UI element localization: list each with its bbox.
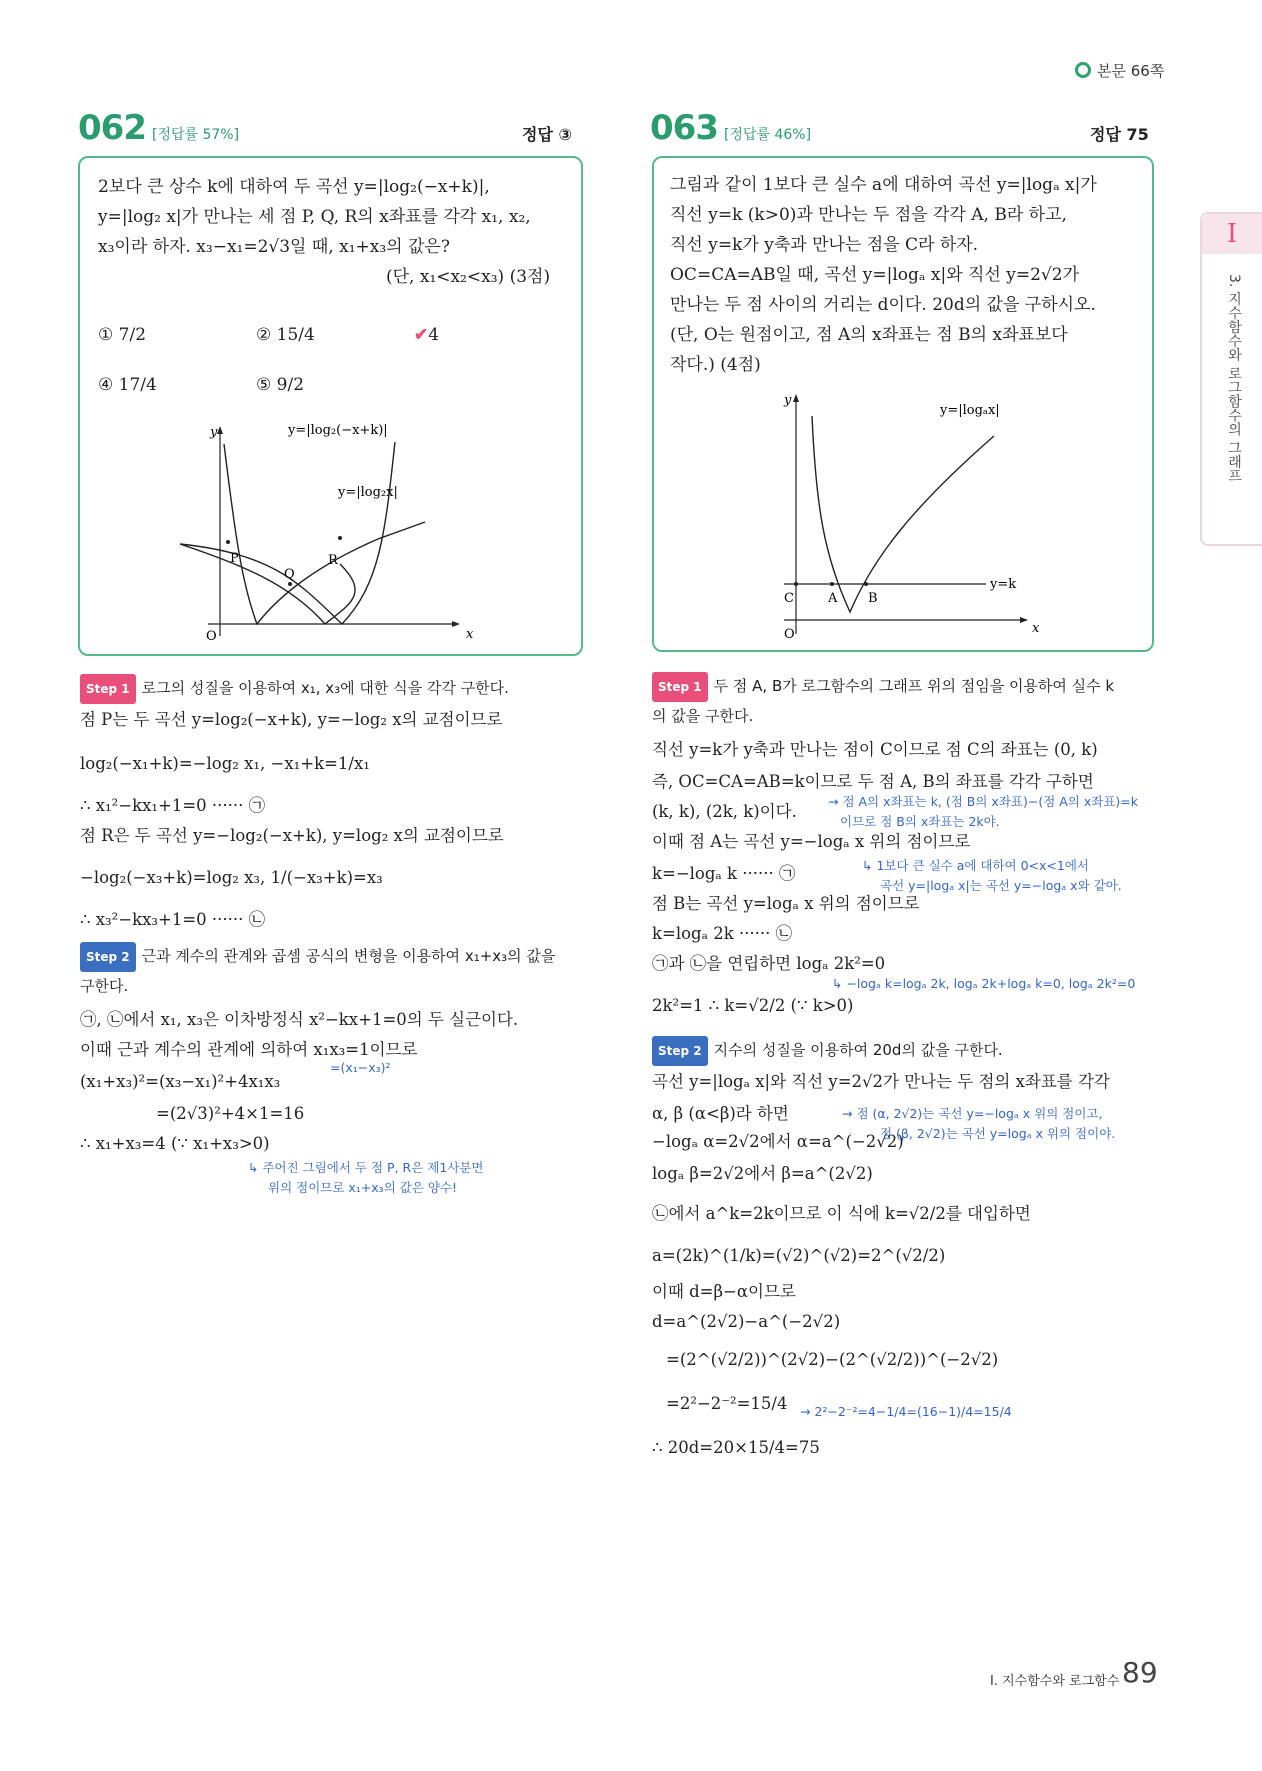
circle-icon: [1075, 62, 1091, 78]
note-positive-1: ↳ 주어진 그림에서 두 점 P, R은 제1사분면: [248, 1160, 484, 1175]
point-b: [864, 582, 868, 586]
curve2-label: y=|log₂x|: [338, 485, 398, 500]
sol-063-line16: 이때 d=β−α이므로: [652, 1282, 796, 1301]
sol-063-line5: k=−logₐ k ······ ㉠: [652, 864, 796, 883]
page-number: 89: [1122, 1656, 1158, 1689]
problem-number: 062: [78, 108, 146, 148]
step1-063-cont: 의 값을 구한다.: [652, 707, 754, 725]
b-label: B: [868, 591, 878, 606]
note-a-curve-2: 곡선 y=|logₐ x|는 곡선 y=−logₐ x와 같아.: [880, 878, 1122, 893]
a-label: A: [828, 591, 838, 606]
y-label: y: [210, 425, 218, 440]
answer-label: 정답 ③: [522, 125, 573, 144]
sol-063-line9: 2k²=1 ∴ k=√2/2 (∵ k>0): [652, 996, 854, 1015]
note-combine: ↳ −logₐ k=logₐ 2k, logₐ 2k+logₐ k=0, logₐ 2k²=0: [832, 976, 1136, 991]
problem-062-box: [78, 156, 583, 656]
note-beta: 점 (β, 2√2)는 곡선 y=logₐ x 위의 점이야.: [880, 1126, 1116, 1141]
sol-063-line15: a=(2k)^(1/k)=(√2)^(√2)=2^(√2/2): [652, 1246, 946, 1265]
sol-062-line4: 점 R은 두 곡선 y=−log₂(−x+k), y=log₂ x의 교점이므로: [80, 826, 504, 845]
correct-rate: [정답률 57%]: [151, 127, 240, 143]
step2-062-cont: 구한다.: [80, 977, 129, 995]
x-axis-arrow: [1020, 617, 1028, 623]
problem-063-header: [650, 108, 811, 148]
x-label: x: [1032, 621, 1040, 636]
choice-1: ① 7/2: [98, 325, 147, 345]
sol-063-line11: α, β (α<β)라 하면: [652, 1104, 789, 1123]
sol-063-line18: =(2^(√2/2))^(2√2)−(2^(√2/2))^(−2√2): [666, 1350, 999, 1369]
chapter-side-tab[interactable]: [1200, 212, 1262, 546]
problem-062-header: [78, 108, 239, 148]
problem-text-2: y=|log₂ x|가 만나는 세 점 P, Q, R의 x좌표를 각각 x₁, x₂,: [98, 207, 531, 227]
curve-log2x: [224, 444, 425, 624]
problem-063-box: [652, 156, 1154, 652]
choice-3: ✔4: [414, 325, 440, 345]
problem-text-3: 직선 y=k가 y축과 만나는 점을 C라 하자.: [670, 235, 979, 255]
chapter-roman: I: [1202, 214, 1262, 254]
sol-063-line13: logₐ β=2√2에서 β=a^(2√2): [652, 1164, 873, 1183]
sol-062-line11: ∴ x₁+x₃=4 (∵ x₁+x₃>0): [80, 1134, 270, 1153]
check-icon: ✔: [414, 325, 429, 345]
sol-063-line7: k=logₐ 2k ······ ㉡: [652, 924, 793, 943]
problem-text-1: 그림과 같이 1보다 큰 실수 a에 대하여 곡선 y=|logₐ x|가: [670, 175, 1097, 195]
problem-text-6: (단, O는 원점이고, 점 A의 x좌표는 점 B의 x좌표보다: [670, 325, 1068, 345]
problem-text-2: 직선 y=k (k>0)과 만나는 두 점을 각각 A, B라 하고,: [670, 205, 1067, 225]
choice-5: ⑤ 9/2: [256, 375, 305, 395]
x-label: x: [466, 627, 474, 642]
sol-063-line12: −logₐ α=2√2에서 α=a^(−2√2): [652, 1132, 904, 1151]
point-q: [288, 582, 292, 586]
note-a-curve-1: ↳ 1보다 큰 실수 a에 대하여 0<x<1에서: [862, 858, 1090, 873]
sol-062-line2: log₂(−x₁+k)=−log₂ x₁, −x₁+k=1/x₁: [80, 754, 370, 773]
y-label: y: [784, 393, 792, 408]
x-axis-arrow: [452, 621, 460, 627]
note-positive-2: 위의 점이므로 x₁+x₃의 값은 양수!: [268, 1180, 458, 1195]
sol-063-line2: 즉, OC=CA=AB=k이므로 두 점 A, B의 좌표를 각각 구하면: [652, 772, 1094, 791]
q-label: Q: [284, 567, 295, 582]
sol-062-line8: 이때 근과 계수의 관계에 의하여 x₁x₃=1이므로: [80, 1040, 418, 1059]
sol-063-line10: 곡선 y=|logₐ x|와 직선 y=2√2가 만나는 두 점의 x좌표를 각각: [652, 1072, 1110, 1091]
origin-label: O: [206, 629, 217, 644]
sol-063-line19: =2²−2⁻²=15/4: [666, 1394, 788, 1413]
sol-062-line3: ∴ x₁²−kx₁+1=0 ······ ㉠: [80, 796, 266, 815]
chapter-title: 3. 지수함수와 로그함수의 그래프: [1226, 274, 1242, 483]
choice-4: ④ 17/4: [98, 375, 157, 395]
sol-063-line14: ㉡에서 a^k=2k이므로 이 식에 k=√2/2를 대입하면: [652, 1204, 1031, 1223]
sol-063-line4: 이때 점 A는 곡선 y=−logₐ x 위의 점이므로: [652, 832, 971, 851]
r-label: R: [328, 553, 338, 568]
graph-063: [754, 386, 1054, 646]
correct-rate: [정답률 46%]: [723, 127, 812, 143]
step1-062: Step 1 로그의 성질을 이용하여 x₁, x₃에 대한 식을 각각 구한다.: [80, 674, 509, 704]
point-c: [794, 582, 798, 586]
sol-062-line5: −log₂(−x₃+k)=log₂ x₃, 1/(−x₃+k)=x₃: [80, 868, 383, 887]
note-calc: → 2²−2⁻²=4−1/4=(16−1)/4=15/4: [800, 1404, 1012, 1419]
note-a-coord-1: → 점 A의 x좌표는 k, (점 B의 x좌표)−(점 A의 x좌표)=k: [828, 794, 1138, 809]
sol-063-line17: d=a^(2√2)−a^(−2√2): [652, 1312, 841, 1331]
sol-062-line9: (x₁+x₃)²=(x₃−x₁)²+4x₁x₃: [80, 1072, 281, 1091]
footer-chapter: Ⅰ. 지수함수와 로그함수: [990, 1674, 1120, 1689]
problem-text-1: 2보다 큰 상수 k에 대하여 두 곡선 y=|log₂(−x+k)|,: [98, 177, 490, 197]
line-label: y=k: [990, 577, 1017, 592]
sol-063-line20: ∴ 20d=20×15/4=75: [652, 1438, 820, 1457]
problem-number: 063: [650, 108, 718, 148]
sol-063-line1: 직선 y=k가 y축과 만나는 점이 C이므로 점 C의 좌표는 (0, k): [652, 740, 1098, 759]
y-axis-arrow: [793, 394, 799, 402]
point-r: [338, 536, 342, 540]
curve-loga: [812, 416, 994, 612]
problem-text-5: 만나는 두 점 사이의 거리는 d이다. 20d의 값을 구하시오.: [670, 295, 1096, 315]
sol-062-line10: =(2√3)²+4×1=16: [156, 1104, 305, 1123]
sol-062-line6: ∴ x₃²−kx₃+1=0 ······ ㉡: [80, 910, 266, 929]
note-a-coord-2: 이므로 점 B의 x좌표는 2k야.: [840, 814, 1000, 829]
choice-2: ② 15/4: [256, 325, 315, 345]
problem-text-7: 작다.) (4점): [670, 355, 761, 375]
sol-063-line3: (k, k), (2k, k)이다.: [652, 802, 797, 821]
sol-062-line7: ㉠, ㉡에서 x₁, x₃은 이차방정식 x²−kx+1=0의 두 실근이다.: [80, 1010, 519, 1029]
problem-text-3: x₃이라 하자. x₃−x₁=2√3일 때, x₁+x₃의 값은?: [98, 237, 450, 257]
curve1-label: y=|log₂(−x+k)|: [288, 423, 388, 438]
c-label: C: [784, 591, 794, 606]
y-axis-arrow: [217, 426, 223, 434]
curve-label: y=|logₐx|: [940, 403, 1000, 418]
sol-063-line8: ㉠과 ㉡을 연립하면 logₐ 2k²=0: [652, 954, 886, 973]
problem-text-4: OC=CA=AB일 때, 곡선 y=|logₐ x|와 직선 y=2√2가: [670, 265, 1080, 285]
note-alpha: → 점 (α, 2√2)는 곡선 y=−logₐ x 위의 점이고,: [842, 1106, 1103, 1121]
point-a: [830, 582, 834, 586]
sol-063-line6: 점 B는 곡선 y=logₐ x 위의 점이므로: [652, 894, 920, 913]
curve-log2-negx: [180, 442, 395, 624]
origin-label: O: [784, 627, 795, 642]
point-p: [226, 540, 230, 544]
step2-062: Step 2 근과 계수의 관계와 곱셈 공식의 변형을 이용하여 x₁+x₃의 값을: [80, 942, 555, 972]
step1-063: Step 1 두 점 A, B가 로그함수의 그래프 위의 점임을 이용하여 실수 k: [652, 672, 1114, 702]
graph-062: [180, 414, 480, 644]
step2-063: Step 2 지수의 성질을 이용하여 20d의 값을 구한다.: [652, 1036, 1003, 1066]
answer-label: 정답 75: [1090, 125, 1149, 144]
problem-condition: (단, x₁<x₂<x₃) (3점): [386, 267, 551, 287]
page-reference: 본문 66쪽: [1075, 60, 1164, 81]
sol-062-line1: 점 P는 두 곡선 y=log₂(−x+k), y=−log₂ x의 교점이므로: [80, 710, 503, 729]
p-label: P: [230, 551, 239, 566]
note-square: =(x₁−x₃)²: [330, 1060, 391, 1075]
